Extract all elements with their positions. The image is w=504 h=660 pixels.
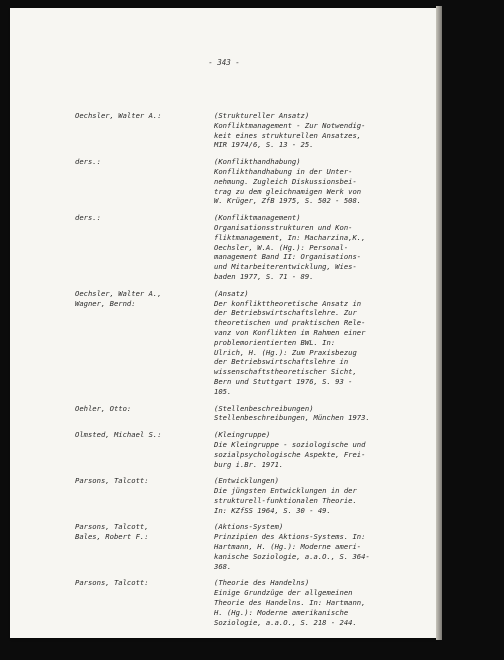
citation-shortname: (Struktureller Ansatz) (214, 111, 310, 120)
citation-line: der Betriebswirtschaftslehre. Zur (214, 308, 357, 318)
citation-line: Der konflikttheoretische Ansatz in (214, 298, 362, 308)
citation-line: Hartmann, H. (Hg.): Moderne ameri- (214, 542, 362, 552)
author-line: Oechsler, Walter A., (75, 288, 162, 298)
citation-line: nehmung. Zugleich Diskussionsbei- (214, 176, 357, 186)
entry-author (75, 213, 214, 282)
citation-line: Konflikthandhabung in der Unter- (214, 166, 353, 176)
citation-line: strukturell-funktionalen Theorie. (214, 495, 357, 505)
citation-shortname: (Stellenbeschreibungen) (214, 403, 314, 413)
citation-shortname: (Kleingruppe) (214, 430, 271, 440)
author-line: ders.: (75, 213, 101, 223)
citation-line: Organisationsstrukturen und Kon- (214, 222, 353, 232)
bibliography-list (75, 111, 435, 634)
bibliography-entry (75, 213, 435, 282)
entry-citation (214, 213, 429, 282)
citation-shortname: (Ansatz) (214, 288, 249, 298)
author-line: Parsons, Talcott, (75, 522, 149, 532)
entry-citation (214, 430, 429, 469)
citation-line: Soziologie, a.a.O., S. 218 - 244. (214, 617, 357, 627)
bibliography-entry (75, 289, 435, 397)
citation-line: burg i.Br. 1971. (214, 459, 284, 469)
citation-line: keit eines strukturellen Ansatzes, (214, 130, 362, 140)
entry-citation (214, 578, 429, 627)
entry-author (75, 430, 214, 469)
citation-line: sozialpsychologische Aspekte, Frei- (214, 449, 366, 459)
citation-line: Ulrich, H. (Hg.): Zum Praxisbezug (214, 347, 357, 357)
citation-shortname: (Entwicklungen) (214, 476, 279, 486)
citation-line: Theorie des Handelns. In: Hartmann, (214, 598, 366, 608)
entry-author (75, 578, 214, 627)
author-line: Olmsted, Michael S.: (75, 430, 162, 440)
citation-line: Einige Grundzüge der allgemeinen (214, 588, 353, 598)
author-line: ders.: (75, 157, 101, 167)
entry-author (75, 404, 214, 424)
bibliography-entry (75, 476, 435, 515)
citation-line: problemorientierten BWL. In: (214, 337, 336, 347)
citation-line: Konfliktmanagement - Zur Notwendig- (214, 120, 366, 130)
citation-line: MIR 1974/6, S. 13 - 25. (214, 140, 314, 150)
citation-shortname: (Theorie des Handelns) (214, 578, 310, 588)
citation-shortname: (Konfliktmanagement) (214, 213, 301, 223)
bibliography-entry (75, 157, 435, 206)
citation-line: Prinzipien des Aktions-Systems. In: (214, 532, 366, 542)
author-line: Parsons, Talcott: (75, 476, 149, 486)
citation-shortname: (Konflikthandhabung) (214, 157, 301, 167)
entry-author (75, 111, 214, 150)
citation-line: In: KZfSS 1964, S. 30 - 49. (214, 505, 331, 515)
citation-line: H. (Hg.): Moderne amerikanische (214, 607, 349, 617)
author-line: Parsons, Talcott: (75, 578, 149, 588)
author-line: Oehler, Otto: (75, 403, 132, 413)
citation-line: kanische Soziologie, a.a.O., S. 364- (214, 551, 370, 561)
author-line: Bales, Robert F.: (75, 532, 149, 542)
entry-author (75, 476, 214, 515)
bibliography-entry (75, 404, 435, 424)
citation-line: Oechsler, W.A. (Hg.): Personal- (214, 242, 349, 252)
citation-shortname: (Aktions-System) (214, 522, 284, 532)
entry-author (75, 522, 214, 571)
citation-line: Stellenbeschreibungen, München 1973. (214, 413, 370, 423)
author-line: Oechsler, Walter A.: (75, 111, 162, 120)
bibliography-entry (75, 430, 435, 469)
citation-line: theoretischen und praktischen Rele- (214, 318, 366, 328)
entry-author (75, 157, 214, 206)
entry-citation (214, 476, 429, 515)
citation-line: trag zu dem gleichnamigen Werk von (214, 186, 362, 196)
citation-line: fliktmanagement, In: Macharzina,K., (214, 232, 366, 242)
citation-line: 368. (214, 561, 232, 571)
entry-citation (214, 289, 429, 397)
bibliography-entry (75, 111, 435, 150)
entry-citation (214, 404, 429, 424)
entry-citation (214, 157, 429, 206)
citation-line: und Mitarbeiterentwicklung, Wies- (214, 262, 357, 272)
entry-citation (214, 522, 429, 571)
bibliography-entry (75, 522, 435, 571)
citation-line: Bern und Stuttgart 1976, S. 93 - (214, 376, 353, 386)
entry-author (75, 289, 214, 397)
bibliography-entry (75, 578, 435, 627)
citation-line: W. Krüger, ZfB 1975, S. 502 - 508. (214, 196, 362, 206)
citation-line: Die jüngsten Entwicklungen in der (214, 486, 357, 496)
citation-line: wissenschaftstheoretischer Sicht, (214, 367, 357, 377)
page-number: - 343 - (208, 58, 240, 67)
citation-line: Die Kleingruppe - soziologische und (214, 439, 366, 449)
author-line: Wagner, Bernd: (75, 298, 136, 308)
citation-line: vanz von Konflikten im Rahmen einer (214, 327, 366, 337)
citation-line: baden 1977, S. 71 - 89. (214, 271, 314, 281)
citation-line: management Band II: Organisations- (214, 252, 362, 262)
book-page (10, 8, 438, 638)
citation-line: der Betriebswirtschaftslehre in (214, 357, 349, 367)
citation-line: 105. (214, 386, 232, 396)
entry-citation (214, 111, 429, 150)
page-edge-shadow (436, 6, 442, 640)
